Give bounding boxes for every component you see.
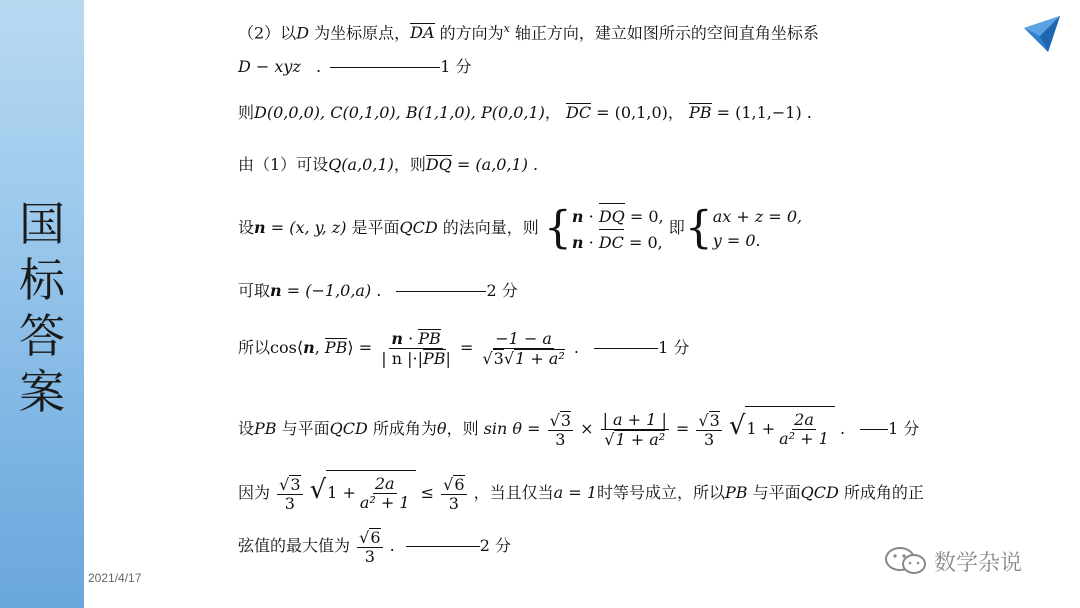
normal-vector-system: 设n = (x, y, z) 是平面QCD 的法向量，则 { n · DQ = 0, n · DC = 0, 即{ ax + z = 0, y = 0. (238, 202, 803, 254)
cosine-formula: 所以cos⟨n, PB⟩ = $\frac{n \cdot PB}{| n |\cdot|PB|}$ = $\frac{-1 - a}{\text{√3√1 + a²}}$ . 1 分 (238, 328, 690, 368)
watermark-text: 数学杂说 (934, 550, 1023, 576)
score-mark: 2 分 (486, 281, 518, 300)
wechat-icon (884, 546, 928, 576)
maximum-condition: 因为 $\frac{√3}{3}$ √1 + $\frac{2a}{\text{a² + 1}}$ ≤ $\frac{√6}{3}$ ，当且仅当a = 1时等号成立，所以PB 与平面QCD 所成角的正 (238, 468, 924, 515)
score-mark: 1 分 (440, 57, 472, 76)
points-coordinates-line: 则D(0,0,0), C(0,1,0), B(1,1,0), P(0,0,1)， DC = (0,1,0)， PB = (1,1,−1) . (238, 103, 812, 122)
score-mark: 1 分 (888, 419, 920, 438)
coordinate-system-line: D − xyz . 1 分 (238, 57, 472, 76)
maximum-sine-value: 弦值的最大值为 $\frac{√6}{3}$ . 2 分 (238, 527, 512, 566)
paper-plane-logo-icon (1022, 14, 1062, 54)
title-char-1: 国 (19, 197, 65, 251)
score-mark: 2 分 (479, 536, 512, 555)
step-2-intro: （2）以D 为坐标原点，DA 的方向为$^x$ 轴正方向，建立如图所示的空间直角坐标系 (238, 22, 819, 43)
title-char-4: 案 (19, 365, 65, 419)
score-mark: 1 分 (658, 338, 690, 357)
sine-formula: 设PB 与平面QCD 所成角为θ，则 sin θ = $\frac{√3}{3}$ × $\frac{| a + 1 |}{\text{√1 + a²}}$ = $\frac{√3}{3}$ √1 + $\frac{2a}{\text{a² + 1}}$ . 1 分 (238, 404, 919, 451)
point-q-line: 由（1）可设Q(a,0,1)，则DQ = (a,0,1) . (238, 155, 539, 174)
slide-date: 2021/4/17 (88, 571, 142, 585)
sidebar-title (0, 196, 84, 420)
watermark (884, 544, 1022, 578)
title-char-2: 标 (19, 253, 65, 307)
title-char-3: 答 (19, 309, 65, 363)
sidebar-panel (0, 0, 84, 608)
normal-vector-choice: 可取n = (−1,0,a) . 2 分 (238, 281, 518, 300)
